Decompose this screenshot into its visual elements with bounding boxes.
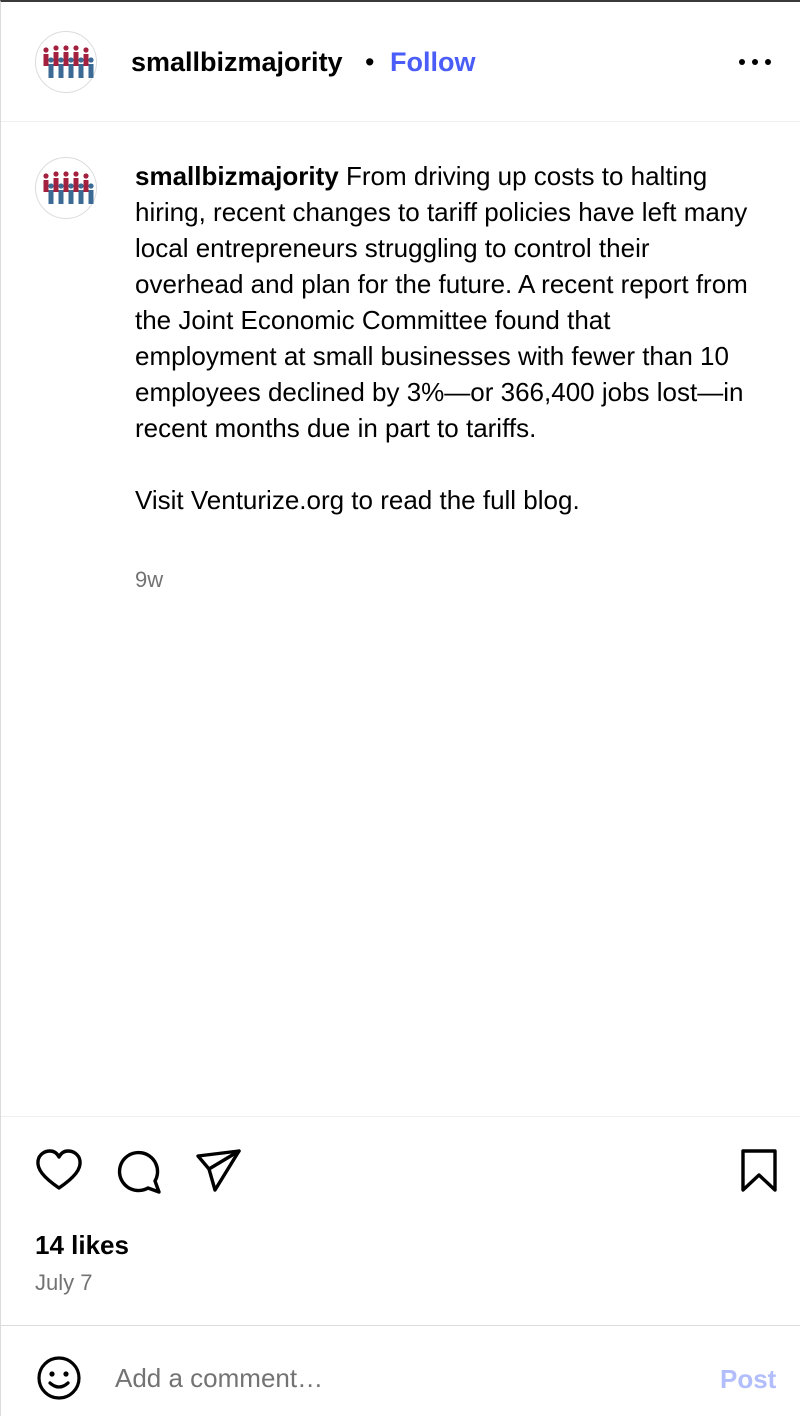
- header-username[interactable]: smallbizmajority: [131, 47, 343, 77]
- divider: [1, 1116, 800, 1117]
- caption-avatar[interactable]: [35, 157, 97, 219]
- post-button[interactable]: Post: [720, 1364, 777, 1394]
- save-button[interactable]: [735, 1148, 783, 1194]
- post-header: [1, 2, 800, 122]
- post-date[interactable]: July 7: [35, 1270, 93, 1295]
- comment-button[interactable]: [115, 1148, 163, 1194]
- comment-bubble-icon: [115, 1148, 163, 1194]
- caption-text: From driving up costs to halting hiring, recent changes to tariff policies have left many local entrepreneurs struggling to control their overhead and plan for the future. A recent report from the Joint Economic Committee found that employment at small businesses with fewer than 10 employees declined by 3%—or 366,400 jobs lost—in recent months due in part to tariffs.: [135, 161, 748, 443]
- more-dot: [765, 59, 771, 65]
- separator-dot: •: [365, 47, 375, 77]
- share-button[interactable]: [195, 1148, 243, 1194]
- avatar[interactable]: [35, 31, 97, 93]
- more-dot: [752, 59, 758, 65]
- brand-logo-icon: [36, 32, 98, 94]
- caption-username[interactable]: smallbizmajority: [135, 161, 339, 191]
- brand-logo-icon: [36, 158, 98, 220]
- comment-input[interactable]: [115, 1358, 695, 1398]
- divider: [1, 1325, 800, 1326]
- more-options-icon[interactable]: [735, 46, 775, 78]
- bookmark-icon: [735, 1148, 783, 1194]
- caption-cta: Visit Venturize.org to read the full blog.: [135, 485, 580, 515]
- caption: [135, 158, 755, 518]
- smiley-icon: [36, 1355, 82, 1401]
- like-button[interactable]: [35, 1148, 83, 1194]
- emoji-button[interactable]: [36, 1355, 82, 1401]
- more-dot: [739, 59, 745, 65]
- follow-button[interactable]: Follow: [390, 47, 476, 77]
- post-age[interactable]: 9w: [135, 567, 164, 592]
- likes-count[interactable]: 14 likes: [35, 1230, 129, 1260]
- heart-icon: [35, 1148, 83, 1194]
- paper-plane-icon: [195, 1148, 243, 1194]
